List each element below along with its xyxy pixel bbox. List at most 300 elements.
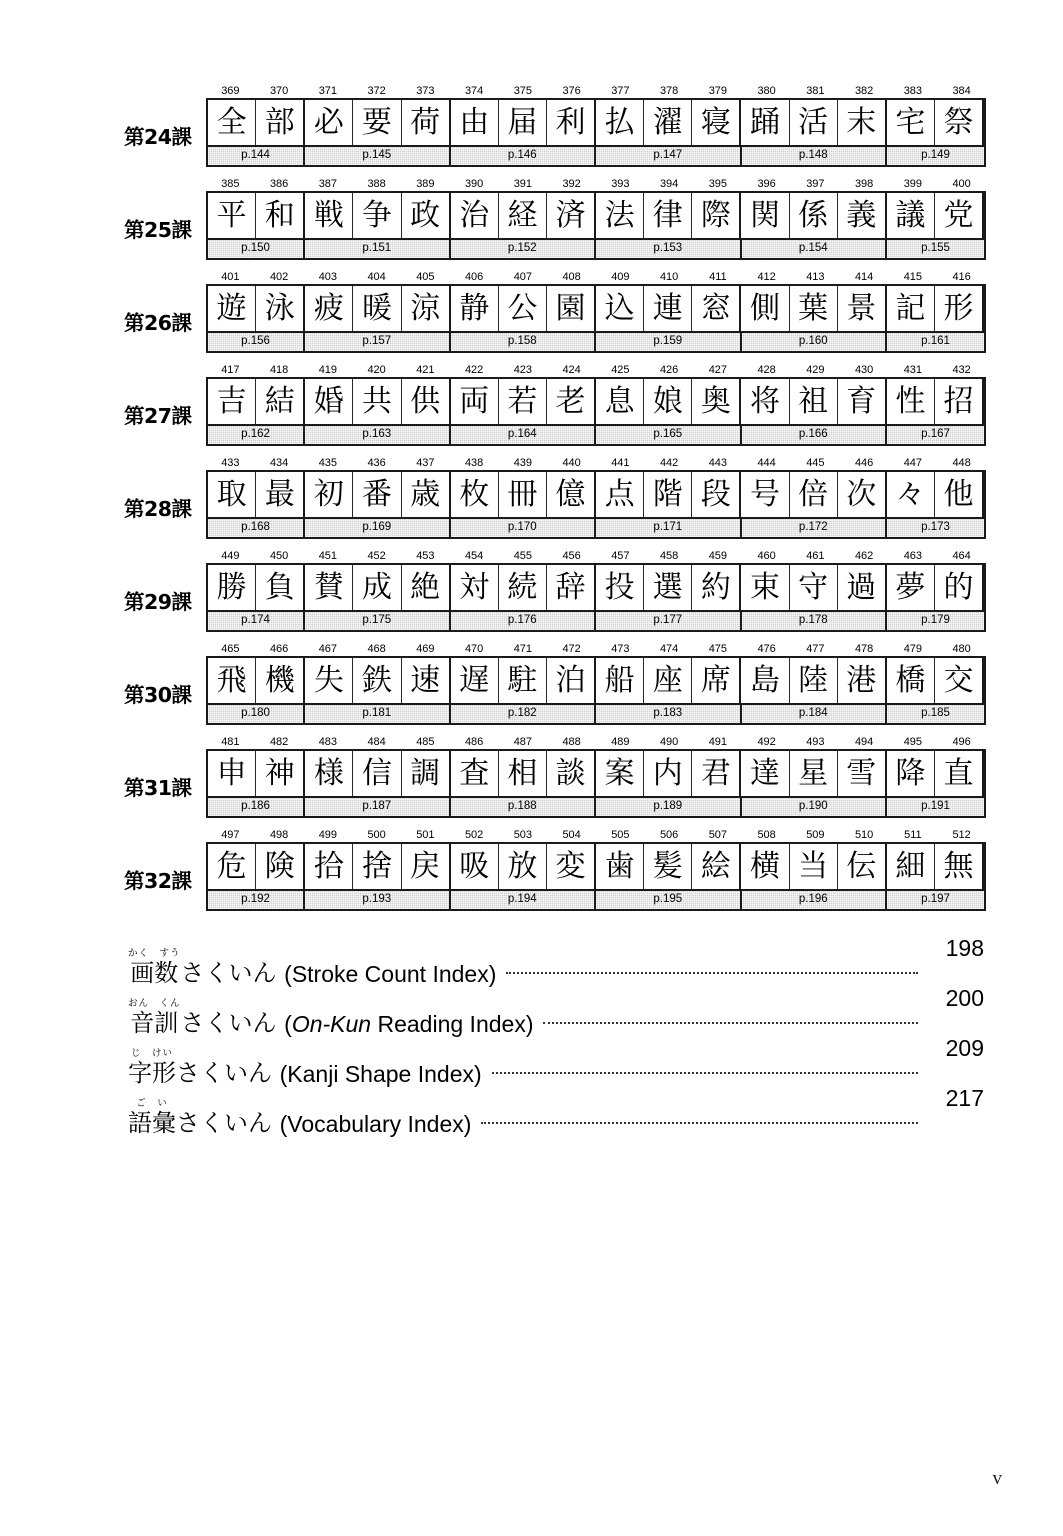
- kanji-index-number: 491: [708, 736, 728, 748]
- kanji-cell[interactable]: 達: [741, 751, 789, 796]
- kanji-index-number: 453: [416, 550, 435, 562]
- index-kanji-base: 画数: [130, 959, 179, 987]
- page-reference-cell[interactable]: p.174: [208, 612, 305, 630]
- index-row[interactable]: [128, 985, 984, 1035]
- kanji-cell[interactable]: 記: [887, 286, 935, 331]
- kanji-cell[interactable]: 済: [547, 193, 596, 238]
- page-reference-cell[interactable]: p.166: [742, 426, 888, 444]
- kanji-index-number: 395: [708, 178, 728, 190]
- lesson-row: [124, 84, 986, 167]
- kanji-cell[interactable]: 込: [596, 286, 644, 331]
- kanji-index-number: 399: [903, 178, 923, 190]
- kanji-index-number: 404: [367, 271, 386, 283]
- kanji-index-number: 421: [416, 364, 435, 376]
- kanji-index-number: 492: [757, 736, 776, 748]
- kanji-index-number: 500: [367, 829, 386, 841]
- kanji-cell[interactable]: 若: [499, 379, 547, 424]
- kanji-cell[interactable]: 続: [499, 565, 547, 610]
- index-title: [128, 1049, 482, 1086]
- kanji-cell[interactable]: 泊: [547, 658, 596, 703]
- kanji-cell[interactable]: 涼: [402, 286, 451, 331]
- kanji-cell[interactable]: 窓: [692, 286, 741, 331]
- kanji-cell[interactable]: 法: [596, 193, 644, 238]
- kanji-cell[interactable]: 次: [838, 472, 887, 517]
- page-reference-cell[interactable]: p.187: [305, 798, 451, 816]
- kanji-index-number: 384: [952, 85, 971, 97]
- kanji-number-row: [206, 270, 986, 284]
- kanji-cell[interactable]: 捨: [353, 844, 401, 889]
- index-kanji-base: 語彙: [128, 1109, 176, 1137]
- kanji-index-number: 478: [854, 643, 874, 655]
- kanji-cell-row: [206, 842, 986, 889]
- lesson-label: 第26課: [124, 310, 192, 335]
- kanji-cell[interactable]: 両: [451, 379, 499, 424]
- page-reference-cell[interactable]: p.169: [305, 519, 451, 537]
- kanji-cell[interactable]: 変: [547, 844, 596, 889]
- kanji-index-number: 485: [416, 736, 435, 748]
- kanji-index-number: 445: [806, 457, 825, 469]
- kanji-cell[interactable]: 供: [402, 379, 451, 424]
- kanji-index-number: 389: [416, 178, 435, 190]
- kanji-cell[interactable]: 遅: [451, 658, 499, 703]
- kanji-cell[interactable]: 取: [208, 472, 256, 517]
- kanji-index-number: 432: [952, 364, 971, 376]
- page-reference-cell[interactable]: p.158: [451, 333, 597, 351]
- kanji-index-number: 370: [269, 85, 289, 97]
- kanji-cell[interactable]: 義: [838, 193, 887, 238]
- kanji-index-number: 504: [562, 829, 581, 841]
- kanji-cell[interactable]: 戦: [305, 193, 353, 238]
- kanji-cell[interactable]: 利: [547, 100, 596, 145]
- kanji-cell[interactable]: 番: [353, 472, 401, 517]
- kanji-cell[interactable]: 枚: [451, 472, 499, 517]
- kanji-index-number: 403: [318, 271, 338, 283]
- kanji-cell[interactable]: 奥: [692, 379, 741, 424]
- page-reference-cell[interactable]: p.145: [305, 147, 451, 165]
- kanji-cell[interactable]: 交: [935, 658, 984, 703]
- page-reference-cell[interactable]: p.163: [305, 426, 451, 444]
- kanji-cell[interactable]: 船: [596, 658, 644, 703]
- page-reference-cell[interactable]: p.193: [305, 891, 451, 909]
- lesson-grid: [206, 735, 986, 818]
- page-reference-cell[interactable]: p.155: [887, 240, 984, 258]
- kanji-cell[interactable]: 調: [402, 751, 451, 796]
- page-reference-cell[interactable]: p.185: [887, 705, 984, 723]
- kanji-index-number: 377: [611, 85, 630, 97]
- kanji-index-number: 499: [318, 829, 338, 841]
- kanji-cell[interactable]: 申: [208, 751, 256, 796]
- kanji-cell-row: [206, 191, 986, 238]
- kanji-cell[interactable]: 歯: [596, 844, 644, 889]
- page-reference-cell[interactable]: p.144: [208, 147, 305, 165]
- kanji-cell[interactable]: 駐: [499, 658, 547, 703]
- page-reference-cell[interactable]: p.177: [596, 612, 742, 630]
- kanji-cell[interactable]: 部: [256, 100, 305, 145]
- kanji-cell[interactable]: 階: [644, 472, 692, 517]
- page-reference-cell[interactable]: p.160: [742, 333, 888, 351]
- kanji-cell[interactable]: 賛: [305, 565, 353, 610]
- kanji-cell[interactable]: 失: [305, 658, 353, 703]
- index-row[interactable]: [128, 1035, 984, 1085]
- index-kana-suffix: さくいん: [180, 1009, 277, 1037]
- index-spacer: [272, 1110, 280, 1136]
- kanji-cell[interactable]: 老: [547, 379, 596, 424]
- kanji-index-number: 418: [269, 364, 289, 376]
- kanji-cell[interactable]: 案: [596, 751, 644, 796]
- kanji-cell[interactable]: 飛: [208, 658, 256, 703]
- page-reference-row: [206, 517, 986, 539]
- kanji-index-number: 378: [659, 85, 679, 97]
- index-title: [128, 999, 533, 1036]
- kanji-cell[interactable]: 談: [547, 751, 596, 796]
- kanji-cell[interactable]: 神: [256, 751, 305, 796]
- kanji-index-number: 443: [708, 457, 728, 469]
- kanji-cell[interactable]: 億: [547, 472, 596, 517]
- page-reference-cell[interactable]: p.164: [451, 426, 597, 444]
- kanji-cell[interactable]: 届: [499, 100, 547, 145]
- kanji-cell[interactable]: 絶: [402, 565, 451, 610]
- page-reference-cell[interactable]: p.171: [596, 519, 742, 537]
- kanji-cell[interactable]: 将: [741, 379, 789, 424]
- kanji-index-number: 452: [367, 550, 386, 562]
- kanji-cell[interactable]: 倍: [790, 472, 838, 517]
- kanji-cell[interactable]: 横: [741, 844, 789, 889]
- kanji-cell[interactable]: 拾: [305, 844, 353, 889]
- kanji-cell[interactable]: 当: [790, 844, 838, 889]
- kanji-index-number: 381: [806, 85, 825, 97]
- kanji-cell[interactable]: 選: [644, 565, 692, 610]
- page-reference-cell[interactable]: p.172: [742, 519, 888, 537]
- kanji-index-number: 448: [952, 457, 971, 469]
- kanji-index-number: 475: [708, 643, 728, 655]
- kanji-cell[interactable]: 夢: [887, 565, 935, 610]
- kanji-cell[interactable]: 暖: [353, 286, 401, 331]
- leader-dots: [481, 1121, 918, 1124]
- kanji-index-number: 407: [513, 271, 533, 283]
- kanji-cell[interactable]: 末: [838, 100, 887, 145]
- kanji-cell[interactable]: 遊: [208, 286, 256, 331]
- kanji-index-number: 464: [952, 550, 971, 562]
- kanji-cell[interactable]: 橋: [887, 658, 935, 703]
- kanji-index-number: 510: [854, 829, 874, 841]
- lesson-label: 第27課: [124, 403, 192, 428]
- kanji-cell[interactable]: 対: [451, 565, 499, 610]
- kanji-cell[interactable]: 星: [790, 751, 838, 796]
- page-reference-cell[interactable]: p.181: [305, 705, 451, 723]
- index-row[interactable]: [128, 1085, 984, 1135]
- kanji-cell[interactable]: 他: [935, 472, 984, 517]
- kanji-cell[interactable]: 側: [741, 286, 789, 331]
- page-reference-cell[interactable]: p.168: [208, 519, 305, 537]
- kanji-cell[interactable]: 機: [256, 658, 305, 703]
- kanji-cell[interactable]: 要: [353, 100, 401, 145]
- page-reference-cell[interactable]: p.192: [208, 891, 305, 909]
- kanji-cell[interactable]: 髪: [644, 844, 692, 889]
- kanji-cell[interactable]: 陸: [790, 658, 838, 703]
- kanji-cell[interactable]: 降: [887, 751, 935, 796]
- kanji-cell[interactable]: 危: [208, 844, 256, 889]
- kanji-cell[interactable]: 由: [451, 100, 499, 145]
- kanji-index-number: 379: [708, 85, 728, 97]
- page-reference-cell[interactable]: p.150: [208, 240, 305, 258]
- kanji-cell[interactable]: 寝: [692, 100, 741, 145]
- kanji-cell[interactable]: 最: [256, 472, 305, 517]
- kanji-cell[interactable]: 全: [208, 100, 256, 145]
- kanji-cell[interactable]: 君: [692, 751, 741, 796]
- page-reference-cell[interactable]: p.148: [742, 147, 888, 165]
- page-reference-cell[interactable]: p.195: [596, 891, 742, 909]
- lesson-row: [124, 828, 986, 911]
- kanji-cell[interactable]: 伝: [838, 844, 887, 889]
- kanji-index-number: 415: [903, 271, 923, 283]
- kanji-cell-row: [206, 98, 986, 145]
- kanji-cell[interactable]: 娘: [644, 379, 692, 424]
- kanji-cell[interactable]: 際: [692, 193, 741, 238]
- kanji-cell[interactable]: 吸: [451, 844, 499, 889]
- kanji-cell[interactable]: 雪: [838, 751, 887, 796]
- page-reference-cell[interactable]: p.188: [451, 798, 597, 816]
- kanji-cell[interactable]: 信: [353, 751, 401, 796]
- kanji-index-number: 477: [806, 643, 825, 655]
- kanji-cell[interactable]: 辞: [547, 565, 596, 610]
- kanji-number-row: [206, 456, 986, 470]
- kanji-cell[interactable]: 速: [402, 658, 451, 703]
- lesson-label: 第32課: [124, 868, 192, 893]
- kanji-cell[interactable]: 経: [499, 193, 547, 238]
- kanji-cell[interactable]: 和: [256, 193, 305, 238]
- kanji-cell[interactable]: 律: [644, 193, 692, 238]
- kanji-cell[interactable]: 初: [305, 472, 353, 517]
- kanji-cell-row: [206, 656, 986, 703]
- lesson-row: [124, 456, 986, 539]
- kanji-cell[interactable]: 守: [790, 565, 838, 610]
- kanji-index-number: 430: [854, 364, 874, 376]
- kanji-cell[interactable]: 鉄: [353, 658, 401, 703]
- page-reference-cell[interactable]: p.170: [451, 519, 597, 537]
- kanji-cell[interactable]: 祖: [790, 379, 838, 424]
- page-reference-cell[interactable]: p.162: [208, 426, 305, 444]
- kanji-cell[interactable]: 関: [741, 193, 789, 238]
- kanji-cell[interactable]: 険: [256, 844, 305, 889]
- kanji-cell[interactable]: 投: [596, 565, 644, 610]
- kanji-index-number: 509: [806, 829, 825, 841]
- kanji-index-number: 474: [659, 643, 679, 655]
- lesson-grid: [206, 642, 986, 725]
- kanji-cell[interactable]: 宅: [887, 100, 935, 145]
- page-reference-cell[interactable]: p.153: [596, 240, 742, 258]
- kanji-cell[interactable]: 荷: [402, 100, 451, 145]
- kanji-index-number: 511: [904, 829, 922, 841]
- kanji-cell[interactable]: 直: [935, 751, 984, 796]
- kanji-cell[interactable]: 段: [692, 472, 741, 517]
- page-reference-cell[interactable]: p.190: [742, 798, 888, 816]
- lesson-row: [124, 177, 986, 260]
- page-reference-cell[interactable]: p.191: [887, 798, 984, 816]
- kanji-cell[interactable]: 必: [305, 100, 353, 145]
- kanji-cell[interactable]: 内: [644, 751, 692, 796]
- kanji-index-number: 507: [708, 829, 728, 841]
- kanji-cell[interactable]: 絵: [692, 844, 741, 889]
- lesson-grid: [206, 828, 986, 911]
- kanji-index-number: 498: [269, 829, 289, 841]
- kanji-cell[interactable]: 吉: [208, 379, 256, 424]
- kanji-cell[interactable]: 結: [256, 379, 305, 424]
- kanji-cell[interactable]: 婚: [305, 379, 353, 424]
- kanji-index-number: 396: [757, 178, 776, 190]
- page-reference-cell[interactable]: p.161: [887, 333, 984, 351]
- page-reference-cell[interactable]: p.165: [596, 426, 742, 444]
- kanji-cell[interactable]: 静: [451, 286, 499, 331]
- kanji-cell[interactable]: 払: [596, 100, 644, 145]
- kanji-cell[interactable]: 党: [935, 193, 984, 238]
- kanji-cell[interactable]: 放: [499, 844, 547, 889]
- kanji-cell[interactable]: 束: [741, 565, 789, 610]
- page-reference-cell[interactable]: p.194: [451, 891, 597, 909]
- kanji-cell[interactable]: 様: [305, 751, 353, 796]
- kanji-cell[interactable]: 座: [644, 658, 692, 703]
- kanji-cell[interactable]: 過: [838, 565, 887, 610]
- kanji-cell[interactable]: 査: [451, 751, 499, 796]
- kanji-index-number: 372: [367, 85, 386, 97]
- kanji-cell[interactable]: 相: [499, 751, 547, 796]
- page-reference-cell[interactable]: p.156: [208, 333, 305, 351]
- page-reference-cell[interactable]: p.182: [451, 705, 597, 723]
- page-reference-cell[interactable]: p.176: [451, 612, 597, 630]
- lesson-label: 第31課: [124, 775, 192, 800]
- page-reference-cell[interactable]: p.175: [305, 612, 451, 630]
- kanji-cell[interactable]: 成: [353, 565, 401, 610]
- kanji-cell[interactable]: 共: [353, 379, 401, 424]
- kanji-cell[interactable]: 性: [887, 379, 935, 424]
- lesson-kanji-table: [124, 84, 986, 921]
- kanji-index-number: 411: [709, 271, 727, 283]
- kanji-cell[interactable]: 港: [838, 658, 887, 703]
- kanji-cell[interactable]: 景: [838, 286, 887, 331]
- page-reference-cell[interactable]: p.196: [742, 891, 888, 909]
- kanji-cell[interactable]: 戻: [402, 844, 451, 889]
- kanji-cell[interactable]: 平: [208, 193, 256, 238]
- kanji-index-number: 402: [269, 271, 289, 283]
- page-reference-cell[interactable]: p.147: [596, 147, 742, 165]
- kanji-cell[interactable]: 祭: [935, 100, 984, 145]
- index-spacer: [277, 960, 285, 986]
- page-reference-cell[interactable]: p.146: [451, 147, 597, 165]
- kanji-index-number: 401: [221, 271, 240, 283]
- index-spacer: [272, 1060, 280, 1086]
- kanji-cell[interactable]: 濯: [644, 100, 692, 145]
- kanji-index-number: 467: [318, 643, 338, 655]
- kanji-index-number: 497: [221, 829, 240, 841]
- kanji-index-number: 472: [562, 643, 581, 655]
- kanji-cell[interactable]: 息: [596, 379, 644, 424]
- kanji-index-number: 410: [659, 271, 679, 283]
- kanji-cell[interactable]: 公: [499, 286, 547, 331]
- kanji-cell[interactable]: 争: [353, 193, 401, 238]
- page-reference-cell[interactable]: p.159: [596, 333, 742, 351]
- kanji-cell[interactable]: 泳: [256, 286, 305, 331]
- index-spacer: [277, 1010, 285, 1036]
- page-reference-cell[interactable]: p.183: [596, 705, 742, 723]
- kanji-cell[interactable]: 治: [451, 193, 499, 238]
- page-reference-cell[interactable]: p.149: [887, 147, 984, 165]
- kanji-cell[interactable]: 負: [256, 565, 305, 610]
- furigana-reading: じ けい: [130, 1048, 173, 1059]
- kanji-cell[interactable]: 的: [935, 565, 984, 610]
- index-english-italic: On-Kun: [291, 1011, 372, 1037]
- kanji-index-number: 483: [318, 736, 338, 748]
- page-reference-cell[interactable]: p.186: [208, 798, 305, 816]
- kanji-index-number: 383: [903, 85, 923, 97]
- page-reference-cell[interactable]: p.184: [742, 705, 888, 723]
- kanji-cell[interactable]: 連: [644, 286, 692, 331]
- page-reference-cell[interactable]: p.154: [742, 240, 888, 258]
- kanji-cell[interactable]: 席: [692, 658, 741, 703]
- lesson-grid: [206, 84, 986, 167]
- kanji-cell[interactable]: 疲: [305, 286, 353, 331]
- kanji-cell[interactable]: 踊: [741, 100, 789, 145]
- page-reference-cell[interactable]: p.197: [887, 891, 984, 909]
- page-reference-cell[interactable]: p.157: [305, 333, 451, 351]
- kanji-cell[interactable]: 形: [935, 286, 984, 331]
- kanji-cell[interactable]: 冊: [499, 472, 547, 517]
- kanji-cell[interactable]: 点: [596, 472, 644, 517]
- kanji-cell[interactable]: 招: [935, 379, 984, 424]
- kanji-cell[interactable]: 政: [402, 193, 451, 238]
- kanji-cell[interactable]: 無: [935, 844, 984, 889]
- kanji-cell[interactable]: 葉: [790, 286, 838, 331]
- kanji-cell[interactable]: 議: [887, 193, 935, 238]
- kanji-index-number: 481: [221, 736, 240, 748]
- kanji-cell[interactable]: 勝: [208, 565, 256, 610]
- page-footer: [0, 1468, 1002, 1490]
- kanji-index-number: 496: [952, 736, 971, 748]
- kanji-cell[interactable]: 園: [547, 286, 596, 331]
- kanji-index-number: 380: [757, 85, 776, 97]
- kanji-cell[interactable]: 号: [741, 472, 789, 517]
- kanji-index-number: 479: [903, 643, 923, 655]
- page-reference-cell[interactable]: p.180: [208, 705, 305, 723]
- kanji-index-number: 424: [562, 364, 581, 376]
- page-reference-cell[interactable]: p.167: [887, 426, 984, 444]
- page-reference-cell[interactable]: p.173: [887, 519, 984, 537]
- kanji-cell[interactable]: 係: [790, 193, 838, 238]
- kanji-index-number: 459: [708, 550, 728, 562]
- kanji-cell[interactable]: 育: [838, 379, 887, 424]
- kanji-index-number: 437: [416, 457, 435, 469]
- kanji-cell[interactable]: 歳: [402, 472, 451, 517]
- kanji-cell[interactable]: 島: [741, 658, 789, 703]
- kanji-cell[interactable]: 約: [692, 565, 741, 610]
- kanji-index-number: 503: [513, 829, 533, 841]
- page-reference-cell[interactable]: p.178: [742, 612, 888, 630]
- kanji-index-number: 374: [464, 85, 484, 97]
- page-reference-cell[interactable]: p.179: [887, 612, 984, 630]
- page-reference-row: [206, 889, 986, 911]
- page-reference-cell[interactable]: p.151: [305, 240, 451, 258]
- index-kana-suffix: さくいん: [176, 1059, 272, 1087]
- kanji-cell[interactable]: 々: [887, 472, 935, 517]
- kanji-index-number: 398: [854, 178, 874, 190]
- kanji-index-number: 440: [562, 457, 581, 469]
- index-row[interactable]: [128, 935, 984, 985]
- kanji-cell[interactable]: 細: [887, 844, 935, 889]
- page-reference-cell[interactable]: p.189: [596, 798, 742, 816]
- kanji-index-number: 419: [318, 364, 338, 376]
- lesson-grid: [206, 363, 986, 446]
- page-reference-cell[interactable]: p.152: [451, 240, 597, 258]
- kanji-cell[interactable]: 活: [790, 100, 838, 145]
- kanji-index-number: 427: [708, 364, 728, 376]
